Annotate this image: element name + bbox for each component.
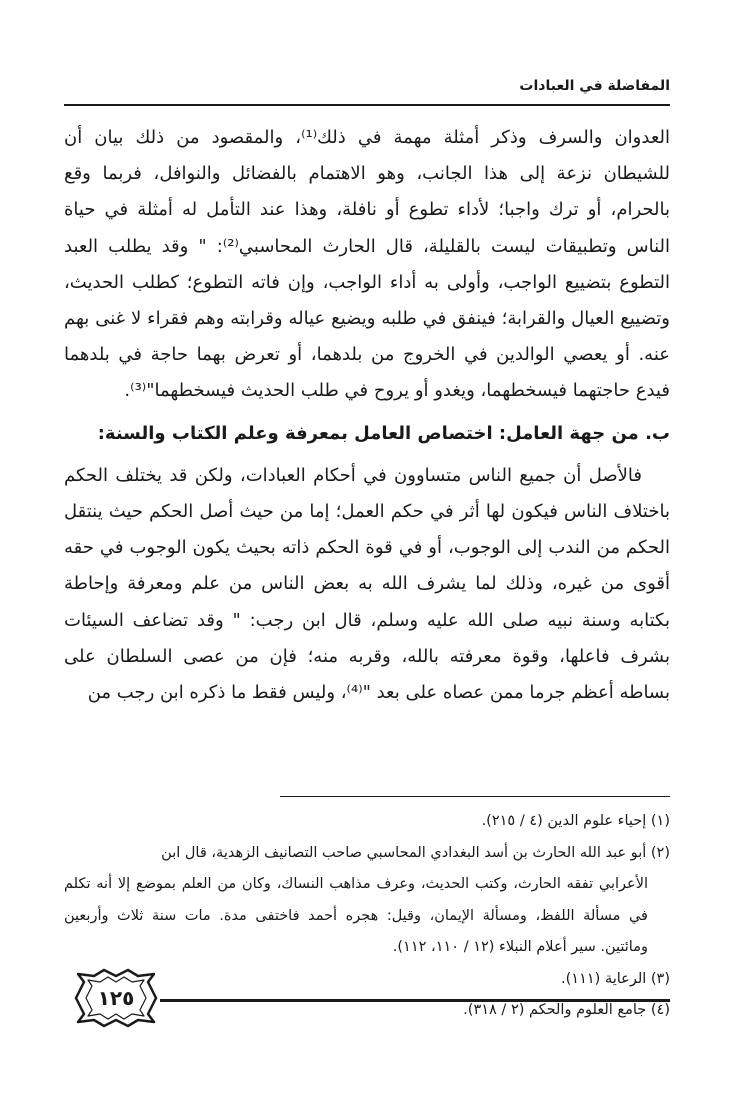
page-number: ١٢٥ xyxy=(97,986,135,1010)
footnote-1: (١) إحياء علوم الدين (٤ / ٢١٥). xyxy=(481,813,670,829)
running-header: المفاضلة في العبادات xyxy=(519,78,670,94)
main-text xyxy=(64,120,670,711)
paragraph-1: العدوان والسرف وذكر أمثلة مهمة في ذلك⁽¹⁾، والمقصود من ذلك بيان أن للشيطان نزعة إلى هذا الجانب، وهو الاهتمام بالفضائل والنوافل، فربما وقع بالحرام، أو ترك واجبا؛ لأداء تطوع أو نافلة، وهذا عند التأمل له أمثلة في حياة الناس وتطبيقات ليست بالقليلة، قال الحارث المحاسبي⁽²⁾: " وقد يطلب العبد التطوع بتضييع الواجب، وأولى به أداء الواجب، وإن فاته التطوع؛ كطلب الحديث، وتضييع العيال والقرابة؛ فينفق في طلبه ويضيع عياله وقرابته وهم فقراء لا غنى بهم عنه. أو يعصي الوالدين في الخروج من بلدهما، أو تعرض بهما حاجة في بلدهما فيدع حاجتهما فيسخطهما، ويغدو أو يروح في طلب الحديث فيسخطهما"⁽³⁾. xyxy=(64,127,670,402)
paragraph-2: فالأصل أن جميع الناس متساوون في أحكام العبادات، ولكن قد يختلف الحكم باختلاف الناس فيكون لها أثر في حكم العمل؛ إما من حيث أصل الحكم حيث ينتقل الحكم من الندب إلى الوجوب، أو في قوة الحكم ذاته بحيث يكون الوجوب في حقه أقوى من غيره، وذلك لما يشرف الله به بعض الناس من علم ومعرفة وإحاطة بكتابه وسنة نبيه صلى الله عليه وسلم، قال ابن رجب: " وقد تضاعف السيئات بشرف فاعلها، وقوة معرفته بالله، وقربه منه؛ فإن من عصى السلطان على بساطه أعظم جرما ممن عصاه على بعد "⁽⁴⁾، وليس فقط ما ذكره ابن رجب من xyxy=(64,464,670,704)
footnote-2-continuation: الأعرابي تفقه الحارث، وكتب الحديث، وعرف مذاهب النساك، وكان من العلم بموضع إلا أنه تكلم في مسألة اللفظ، ومسألة الإيمان، وقيل: هجره أحمد فاختفى مدة. مات سنة ثلاث وأربعين ومائتين. سير أعلام النبلاء (١٢ / ١١٠، ١١٢). xyxy=(64,876,648,955)
bottom-rule xyxy=(160,999,670,1002)
page-number-badge xyxy=(66,968,166,1028)
footnote-4: (٤) جامع العلوم والحكم (٢ / ٣١٨). xyxy=(463,1002,670,1018)
section-heading: ب. من جهة العامل: اختصاص العامل بمعرفة وعلم الكتاب والسنة: xyxy=(97,422,670,444)
header-rule xyxy=(64,104,670,106)
footnote-separator xyxy=(280,796,670,797)
footnote-3: (٣) الرعاية (١١١). xyxy=(561,970,670,987)
footnote-2-first-line: (٢) أبو عبد الله الحارث بن أسد البغدادي المحاسبي صاحب التصانيف الزهدية، قال ابن xyxy=(161,844,670,861)
